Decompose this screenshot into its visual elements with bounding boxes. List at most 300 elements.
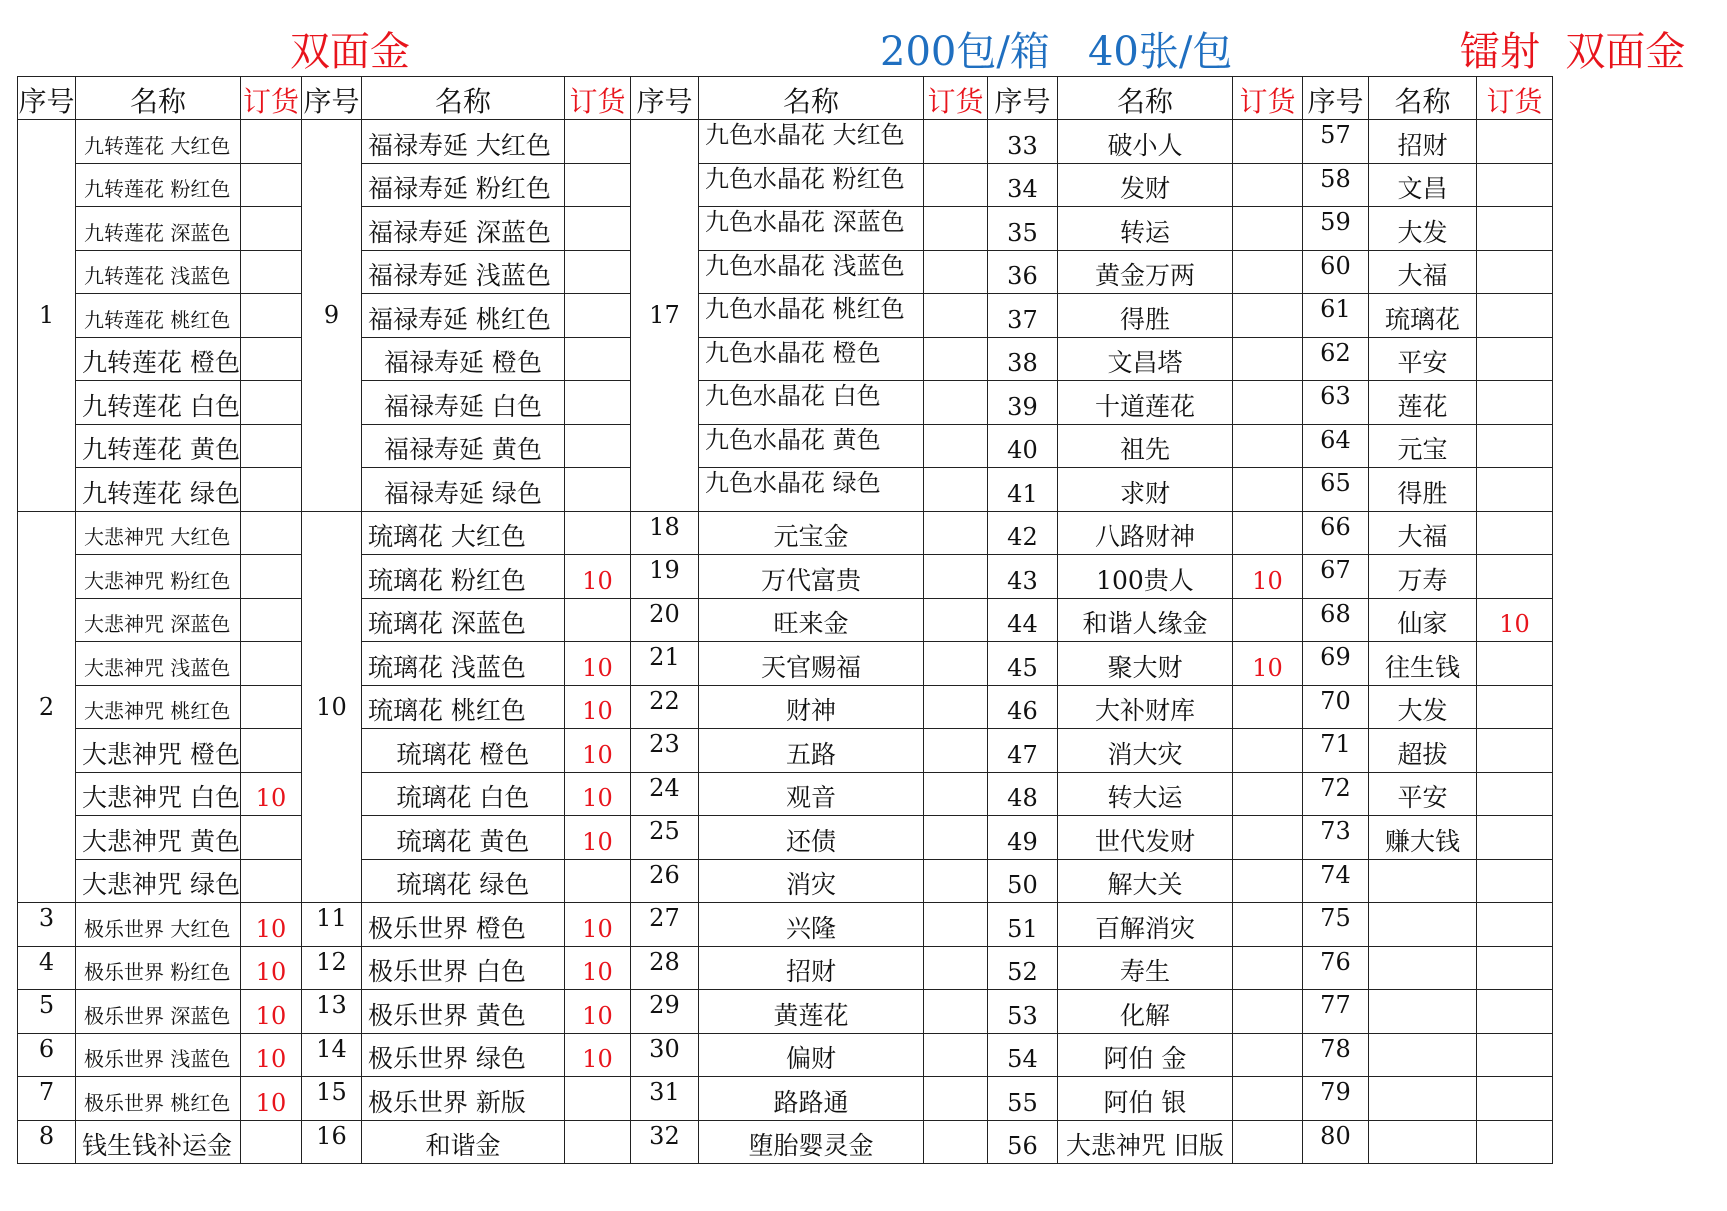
order-qty-cell[interactable] — [923, 163, 987, 207]
seq-cell: 43 — [987, 555, 1057, 599]
item-name-cell: 消大灾 — [1057, 729, 1232, 773]
item-name-cell — [1368, 946, 1476, 990]
item-name-cell: 极乐世界 粉红色 — [76, 946, 241, 990]
order-qty-cell[interactable] — [923, 294, 987, 338]
seq-cell: 44 — [987, 598, 1057, 642]
order-qty-cell[interactable]: 10 — [564, 555, 630, 599]
table-row — [18, 294, 1553, 338]
order-qty-cell[interactable] — [240, 729, 301, 773]
seq-cell: 40 — [987, 424, 1057, 468]
order-qty-cell[interactable] — [1476, 642, 1552, 686]
order-qty-cell[interactable] — [923, 120, 987, 164]
item-name-cell: 大补财库 — [1057, 685, 1232, 729]
seq-cell: 73 — [1302, 816, 1368, 860]
order-qty-cell[interactable] — [1476, 1077, 1552, 1121]
table-row — [18, 685, 1553, 729]
order-qty-cell[interactable] — [240, 642, 301, 686]
order-qty-cell[interactable] — [240, 381, 301, 425]
seq-cell: 61 — [1302, 294, 1368, 338]
col-header-name: 名称 — [1057, 77, 1232, 120]
order-qty-cell[interactable] — [564, 207, 630, 251]
seq-cell: 60 — [1302, 250, 1368, 294]
col-header-seq: 序号 — [18, 77, 76, 120]
seq-cell: 32 — [630, 1120, 698, 1164]
seq-cell: 57 — [1302, 120, 1368, 164]
table-row — [18, 903, 1553, 947]
order-qty-cell[interactable] — [1476, 468, 1552, 512]
item-name-cell: 极乐世界 黄色 — [361, 990, 564, 1034]
seq-cell: 24 — [630, 772, 698, 816]
seq-cell: 5 — [18, 990, 76, 1034]
order-qty-cell[interactable] — [240, 816, 301, 860]
table-row — [18, 1033, 1553, 1077]
order-qty-cell[interactable] — [240, 207, 301, 251]
col-header-order: 订货 — [923, 77, 987, 120]
order-qty-cell[interactable] — [1232, 859, 1302, 903]
order-qty-cell[interactable] — [1232, 816, 1302, 860]
seq-cell: 71 — [1302, 729, 1368, 773]
order-qty-cell[interactable] — [923, 555, 987, 599]
seq-cell: 38 — [987, 337, 1057, 381]
seq-cell: 48 — [987, 772, 1057, 816]
item-name-cell: 九转莲花 深蓝色 — [76, 207, 241, 251]
order-qty-cell[interactable]: 10 — [564, 729, 630, 773]
order-qty-cell[interactable]: 10 — [240, 990, 301, 1034]
order-qty-cell[interactable] — [1476, 381, 1552, 425]
seq-cell: 70 — [1302, 685, 1368, 729]
item-name-cell: 福禄寿延 黄色 — [361, 424, 564, 468]
seq-cell: 78 — [1302, 1033, 1368, 1077]
item-name-cell: 偏财 — [698, 1033, 923, 1077]
order-qty-cell[interactable] — [564, 468, 630, 512]
item-name-cell: 莲花 — [1368, 381, 1476, 425]
order-qty-cell[interactable] — [1476, 685, 1552, 729]
order-qty-cell[interactable] — [564, 337, 630, 381]
table-row — [18, 511, 1553, 555]
seq-cell: 21 — [630, 642, 698, 686]
table-row — [18, 337, 1553, 381]
seq-cell: 63 — [1302, 381, 1368, 425]
order-qty-cell[interactable] — [240, 555, 301, 599]
item-name-cell: 寿生 — [1057, 946, 1232, 990]
seq-cell: 68 — [1302, 598, 1368, 642]
order-qty-cell[interactable]: 10 — [564, 642, 630, 686]
item-name-cell: 大悲神咒 桃红色 — [76, 685, 241, 729]
order-qty-cell[interactable] — [923, 946, 987, 990]
item-name-cell: 大悲神咒 粉红色 — [76, 555, 241, 599]
order-qty-cell[interactable] — [564, 1077, 630, 1121]
item-name-cell: 堕胎婴灵金 — [698, 1120, 923, 1164]
seq-cell: 79 — [1302, 1077, 1368, 1121]
order-qty-cell[interactable]: 10 — [564, 990, 630, 1034]
item-name-cell — [1368, 1077, 1476, 1121]
order-qty-cell[interactable] — [1476, 207, 1552, 251]
table-row — [18, 207, 1553, 251]
col-header-name: 名称 — [698, 77, 923, 120]
seq-cell: 13 — [301, 990, 361, 1034]
item-name-cell — [1368, 1120, 1476, 1164]
item-name-cell: 赚大钱 — [1368, 816, 1476, 860]
header-right-title: 镭射 双面金 — [1460, 29, 1686, 75]
table-row — [18, 642, 1553, 686]
order-qty-cell[interactable] — [1476, 337, 1552, 381]
item-name-cell: 九转莲花 浅蓝色 — [76, 250, 241, 294]
item-name-cell: 旺来金 — [698, 598, 923, 642]
order-qty-cell[interactable] — [1476, 772, 1552, 816]
order-qty-cell[interactable] — [923, 250, 987, 294]
order-qty-cell[interactable] — [240, 294, 301, 338]
order-qty-cell[interactable] — [1232, 424, 1302, 468]
order-qty-cell[interactable] — [923, 337, 987, 381]
table-row — [18, 120, 1553, 164]
order-qty-cell[interactable] — [923, 598, 987, 642]
item-name-cell: 解大关 — [1057, 859, 1232, 903]
order-qty-cell[interactable] — [1476, 903, 1552, 947]
col-header-seq: 序号 — [987, 77, 1057, 120]
item-name-cell: 大发 — [1368, 685, 1476, 729]
seq-cell: 52 — [987, 946, 1057, 990]
seq-cell: 7 — [18, 1077, 76, 1121]
header-left-title: 双面金 — [290, 29, 410, 75]
order-qty-cell[interactable] — [240, 424, 301, 468]
item-name-cell: 琉璃花 大红色 — [361, 511, 564, 555]
item-name-cell: 琉璃花 粉红色 — [361, 555, 564, 599]
item-name-cell: 黄金万两 — [1057, 250, 1232, 294]
order-qty-cell[interactable] — [923, 990, 987, 1034]
order-qty-cell[interactable] — [564, 511, 630, 555]
order-qty-cell[interactable] — [1476, 511, 1552, 555]
item-name-cell — [1368, 859, 1476, 903]
seq-cell: 22 — [630, 685, 698, 729]
order-qty-cell[interactable]: 10 — [240, 772, 301, 816]
seq-cell: 58 — [1302, 163, 1368, 207]
order-qty-cell[interactable] — [240, 1120, 301, 1164]
order-qty-cell[interactable] — [564, 163, 630, 207]
seq-cell: 34 — [987, 163, 1057, 207]
item-name-cell: 九色水晶花 绿色 — [698, 468, 923, 512]
seq-cell: 51 — [987, 903, 1057, 947]
seq-cell: 66 — [1302, 511, 1368, 555]
order-qty-cell[interactable] — [1476, 859, 1552, 903]
order-qty-cell[interactable] — [923, 772, 987, 816]
table-row — [18, 772, 1553, 816]
item-name-cell: 九色水晶花 大红色 — [698, 120, 923, 164]
order-qty-cell[interactable] — [1232, 120, 1302, 164]
seq-cell: 77 — [1302, 990, 1368, 1034]
order-qty-cell[interactable] — [923, 511, 987, 555]
order-qty-cell[interactable] — [240, 511, 301, 555]
seq-cell: 1 — [18, 120, 76, 512]
item-name-cell: 琉璃花 桃红色 — [361, 685, 564, 729]
order-qty-cell[interactable] — [1232, 903, 1302, 947]
seq-cell: 49 — [987, 816, 1057, 860]
seq-cell: 47 — [987, 729, 1057, 773]
table-row — [18, 163, 1553, 207]
col-header-seq: 序号 — [1302, 77, 1368, 120]
seq-cell: 53 — [987, 990, 1057, 1034]
seq-cell: 75 — [1302, 903, 1368, 947]
order-qty-cell[interactable] — [1232, 381, 1302, 425]
item-name-cell: 兴隆 — [698, 903, 923, 947]
item-name-cell: 破小人 — [1057, 120, 1232, 164]
header-row — [18, 77, 1553, 120]
seq-cell: 30 — [630, 1033, 698, 1077]
order-qty-cell[interactable] — [1232, 990, 1302, 1034]
order-qty-cell[interactable] — [1232, 163, 1302, 207]
order-qty-cell[interactable] — [1476, 946, 1552, 990]
order-qty-cell[interactable] — [923, 642, 987, 686]
order-qty-cell[interactable] — [240, 598, 301, 642]
item-name-cell: 求财 — [1057, 468, 1232, 512]
order-qty-cell[interactable] — [1232, 511, 1302, 555]
order-qty-cell[interactable] — [564, 1120, 630, 1164]
col-header-order: 订货 — [1232, 77, 1302, 120]
seq-cell: 56 — [987, 1120, 1057, 1164]
seq-cell: 6 — [18, 1033, 76, 1077]
item-name-cell: 阿伯 银 — [1057, 1077, 1232, 1121]
order-qty-cell[interactable] — [1232, 207, 1302, 251]
order-qty-cell[interactable] — [923, 207, 987, 251]
order-qty-cell[interactable] — [240, 163, 301, 207]
item-name-cell: 观音 — [698, 772, 923, 816]
order-qty-cell[interactable] — [1232, 772, 1302, 816]
order-qty-cell[interactable] — [240, 468, 301, 512]
order-qty-cell[interactable] — [564, 250, 630, 294]
item-name-cell: 大悲神咒 白色 — [76, 772, 241, 816]
item-name-cell: 钱生钱补运金 — [76, 1120, 241, 1164]
order-qty-cell[interactable]: 10 — [240, 1033, 301, 1077]
table-row — [18, 1077, 1553, 1121]
item-name-cell: 福禄寿延 浅蓝色 — [361, 250, 564, 294]
order-qty-cell[interactable]: 10 — [240, 1077, 301, 1121]
order-qty-cell[interactable] — [923, 859, 987, 903]
item-name-cell: 福禄寿延 桃红色 — [361, 294, 564, 338]
seq-cell: 28 — [630, 946, 698, 990]
item-name-cell: 招财 — [1368, 120, 1476, 164]
item-name-cell: 仙家 — [1368, 598, 1476, 642]
seq-cell: 26 — [630, 859, 698, 903]
order-qty-cell[interactable] — [923, 381, 987, 425]
order-qty-cell[interactable] — [923, 424, 987, 468]
item-name-cell: 福禄寿延 绿色 — [361, 468, 564, 512]
item-name-cell: 大悲神咒 绿色 — [76, 859, 241, 903]
item-name-cell: 九转莲花 桃红色 — [76, 294, 241, 338]
seq-cell: 23 — [630, 729, 698, 773]
order-qty-cell[interactable] — [1232, 468, 1302, 512]
order-qty-cell[interactable] — [1476, 1033, 1552, 1077]
order-qty-cell[interactable] — [1476, 250, 1552, 294]
item-name-cell: 琉璃花 — [1368, 294, 1476, 338]
order-qty-cell[interactable] — [1232, 946, 1302, 990]
order-qty-cell[interactable] — [1232, 729, 1302, 773]
order-qty-cell[interactable]: 10 — [1476, 598, 1552, 642]
item-name-cell: 招财 — [698, 946, 923, 990]
seq-cell: 2 — [18, 511, 76, 903]
order-qty-cell[interactable] — [1232, 598, 1302, 642]
item-name-cell: 黄莲花 — [698, 990, 923, 1034]
table-row — [18, 468, 1553, 512]
item-name-cell: 得胜 — [1368, 468, 1476, 512]
item-name-cell: 和谐人缘金 — [1057, 598, 1232, 642]
seq-cell: 4 — [18, 946, 76, 990]
col-header-order: 订货 — [564, 77, 630, 120]
seq-cell: 3 — [18, 903, 76, 947]
table-row — [18, 816, 1553, 860]
order-qty-cell[interactable]: 10 — [564, 1033, 630, 1077]
order-qty-cell[interactable]: 10 — [564, 946, 630, 990]
item-name-cell: 九色水晶花 粉红色 — [698, 163, 923, 207]
order-qty-cell[interactable] — [923, 685, 987, 729]
order-qty-cell[interactable] — [1476, 555, 1552, 599]
table-row — [18, 990, 1553, 1034]
item-name-cell: 福禄寿延 大红色 — [361, 120, 564, 164]
seq-cell: 42 — [987, 511, 1057, 555]
seq-cell: 15 — [301, 1077, 361, 1121]
order-qty-cell[interactable]: 10 — [1232, 555, 1302, 599]
item-name-cell: 极乐世界 白色 — [361, 946, 564, 990]
order-qty-cell[interactable] — [1476, 816, 1552, 860]
order-qty-cell[interactable] — [1476, 990, 1552, 1034]
order-qty-cell[interactable] — [240, 120, 301, 164]
seq-cell: 65 — [1302, 468, 1368, 512]
seq-cell: 9 — [301, 120, 361, 512]
order-qty-cell[interactable]: 10 — [564, 816, 630, 860]
item-name-cell: 100贵人 — [1057, 555, 1232, 599]
item-name-cell: 元宝 — [1368, 424, 1476, 468]
order-qty-cell[interactable] — [1476, 163, 1552, 207]
item-name-cell: 祖先 — [1057, 424, 1232, 468]
seq-cell: 80 — [1302, 1120, 1368, 1164]
item-name-cell: 极乐世界 深蓝色 — [76, 990, 241, 1034]
seq-cell: 55 — [987, 1077, 1057, 1121]
col-header-name: 名称 — [361, 77, 564, 120]
order-qty-cell[interactable] — [1476, 729, 1552, 773]
order-qty-cell[interactable] — [923, 468, 987, 512]
item-name-cell: 九色水晶花 深蓝色 — [698, 207, 923, 251]
seq-cell: 72 — [1302, 772, 1368, 816]
order-qty-cell[interactable] — [1232, 1033, 1302, 1077]
order-qty-cell[interactable] — [1232, 294, 1302, 338]
order-qty-cell[interactable] — [1476, 120, 1552, 164]
order-qty-cell[interactable] — [564, 859, 630, 903]
order-qty-cell[interactable] — [564, 294, 630, 338]
item-name-cell: 琉璃花 绿色 — [361, 859, 564, 903]
seq-cell: 18 — [630, 511, 698, 555]
seq-cell: 76 — [1302, 946, 1368, 990]
order-qty-cell[interactable] — [564, 598, 630, 642]
order-qty-cell[interactable] — [923, 729, 987, 773]
col-header-seq: 序号 — [630, 77, 698, 120]
order-qty-cell[interactable] — [923, 816, 987, 860]
order-qty-cell[interactable] — [240, 337, 301, 381]
table-row — [18, 381, 1553, 425]
item-name-cell: 天官赐福 — [698, 642, 923, 686]
order-qty-cell[interactable] — [240, 250, 301, 294]
table-row — [18, 859, 1553, 903]
seq-cell: 59 — [1302, 207, 1368, 251]
item-name-cell: 福禄寿延 橙色 — [361, 337, 564, 381]
item-name-cell: 百解消灾 — [1057, 903, 1232, 947]
order-qty-cell[interactable]: 10 — [1232, 642, 1302, 686]
order-qty-cell[interactable] — [1232, 337, 1302, 381]
seq-cell: 36 — [987, 250, 1057, 294]
item-name-cell: 大悲神咒 大红色 — [76, 511, 241, 555]
table-row — [18, 555, 1553, 599]
item-name-cell: 九转莲花 粉红色 — [76, 163, 241, 207]
header-packing-info: 200包/箱 40张/包 — [880, 29, 1233, 75]
item-name-cell: 财神 — [698, 685, 923, 729]
item-name-cell: 十道莲花 — [1057, 381, 1232, 425]
item-name-cell: 大悲神咒 黄色 — [76, 816, 241, 860]
item-name-cell: 福禄寿延 白色 — [361, 381, 564, 425]
order-qty-cell[interactable] — [240, 685, 301, 729]
item-name-cell: 大福 — [1368, 511, 1476, 555]
order-qty-cell[interactable] — [923, 1033, 987, 1077]
order-qty-cell[interactable] — [923, 1120, 987, 1164]
order-qty-cell[interactable]: 10 — [240, 946, 301, 990]
item-name-cell: 文昌塔 — [1057, 337, 1232, 381]
item-name-cell: 大发 — [1368, 207, 1476, 251]
seq-cell: 17 — [630, 120, 698, 512]
seq-cell: 69 — [1302, 642, 1368, 686]
order-qty-cell[interactable] — [1476, 424, 1552, 468]
order-qty-cell[interactable]: 10 — [240, 903, 301, 947]
order-qty-cell[interactable] — [564, 381, 630, 425]
table-row — [18, 598, 1553, 642]
item-name-cell: 九色水晶花 白色 — [698, 381, 923, 425]
item-name-cell: 极乐世界 大红色 — [76, 903, 241, 947]
order-qty-cell[interactable] — [564, 424, 630, 468]
item-name-cell: 极乐世界 浅蓝色 — [76, 1033, 241, 1077]
item-name-cell: 转运 — [1057, 207, 1232, 251]
order-qty-cell[interactable] — [1232, 685, 1302, 729]
order-qty-cell[interactable]: 10 — [564, 903, 630, 947]
order-qty-cell[interactable] — [240, 859, 301, 903]
order-qty-cell[interactable] — [923, 903, 987, 947]
item-name-cell: 化解 — [1057, 990, 1232, 1034]
item-name-cell: 九转莲花 大红色 — [76, 120, 241, 164]
order-qty-cell[interactable] — [564, 120, 630, 164]
table-row — [18, 424, 1553, 468]
table-row — [18, 1120, 1553, 1164]
item-name-cell: 大悲神咒 浅蓝色 — [76, 642, 241, 686]
order-qty-cell[interactable] — [1232, 1120, 1302, 1164]
seq-cell: 10 — [301, 511, 361, 903]
order-qty-cell[interactable] — [1476, 294, 1552, 338]
item-name-cell — [1368, 1033, 1476, 1077]
order-qty-cell[interactable]: 10 — [564, 772, 630, 816]
order-qty-cell[interactable] — [923, 1077, 987, 1121]
order-qty-cell[interactable] — [1476, 1120, 1552, 1164]
seq-cell: 41 — [987, 468, 1057, 512]
item-name-cell: 琉璃花 白色 — [361, 772, 564, 816]
seq-cell: 74 — [1302, 859, 1368, 903]
item-name-cell: 九色水晶花 浅蓝色 — [698, 250, 923, 294]
item-name-cell: 极乐世界 橙色 — [361, 903, 564, 947]
order-qty-cell[interactable]: 10 — [564, 685, 630, 729]
item-name-cell: 还债 — [698, 816, 923, 860]
item-name-cell: 大悲神咒 旧版 — [1057, 1120, 1232, 1164]
order-qty-cell[interactable] — [1232, 250, 1302, 294]
item-name-cell: 极乐世界 新版 — [361, 1077, 564, 1121]
item-name-cell: 大悲神咒 橙色 — [76, 729, 241, 773]
seq-cell: 11 — [301, 903, 361, 947]
col-header-order: 订货 — [1476, 77, 1552, 120]
item-name-cell: 得胜 — [1057, 294, 1232, 338]
item-name-cell: 平安 — [1368, 772, 1476, 816]
order-qty-cell[interactable] — [1232, 1077, 1302, 1121]
item-name-cell: 路路通 — [698, 1077, 923, 1121]
